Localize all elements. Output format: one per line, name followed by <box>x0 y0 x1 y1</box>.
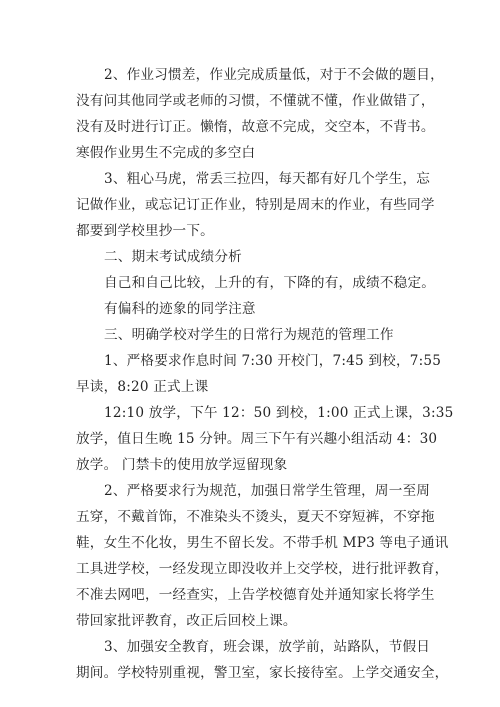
paragraph-carelessness-line-3: 都要到学校里抄一下。 <box>76 223 214 239</box>
paragraph-conduct-line-5: 不准去网吧，一经查实，上告学校德育处并通知家长将学生 <box>76 587 435 603</box>
paragraph-exam-analysis-line-1: 自己和自己比较，上升的有，下降的有，成绩不稳定。 <box>104 275 436 291</box>
paragraph-homework-habits-line-4: 寒假作业男生不完成的多空白 <box>76 145 256 161</box>
paragraph-conduct-line-1: 2、严格要求行为规范，加强日常学生管理，周一至周 <box>104 483 431 499</box>
paragraph-carelessness-line-2: 记做作业，或忘记订正作业，特别是周末的作业，有些同学 <box>76 197 435 213</box>
paragraph-exam-analysis-line-2: 有偏科的迹象的同学注意 <box>104 301 256 317</box>
paragraph-conduct-line-4: 工具进学校，一经发现立即没收并上交学校，进行批评教育， <box>76 561 449 577</box>
paragraph-schedule-line-4: 放学，值日生晚 15 分钟。周三下午有兴趣小组活动 4：30 <box>76 431 438 447</box>
paragraph-schedule-line-2: 早读，8:20 正式上课 <box>76 379 209 395</box>
paragraph-conduct-line-2: 五穿，不戴首饰，不准染头不烫头，夏天不穿短裤，不穿拖 <box>76 509 435 525</box>
paragraph-safety-line-2: 期间。学校特别重视，警卫室，家长接待室。上学交通安全， <box>76 665 449 681</box>
paragraph-schedule-line-5: 放学。 门禁卡的使用放学逗留现象 <box>76 457 288 473</box>
paragraph-homework-habits-line-2: 没有问其他同学或老师的习惯，不懂就不懂，作业做错了， <box>76 93 435 109</box>
paragraph-homework-habits-line-3: 没有及时进行订正。懒惰，故意不完成，交空本，不背书。 <box>76 119 435 135</box>
paragraph-homework-habits-line-1: 2、作业习惯差，作业完成质量低，对于不会做的题目， <box>104 67 444 83</box>
section-heading-exam-analysis: 二、期末考试成绩分析 <box>104 249 242 265</box>
paragraph-carelessness-line-1: 3、粗心马虎，常丢三拉四，每天都有好几个学生，忘 <box>104 171 431 187</box>
section-heading-behavior-management: 三、明确学校对学生的日常行为规范的管理工作 <box>104 327 394 343</box>
paragraph-safety-line-1: 3、加强安全教育，班会课，放学前，站路队，节假日 <box>104 639 431 655</box>
paragraph-conduct-line-3: 鞋，女生不化妆，男生不留长发。不带手机 MP3 等电子通讯 <box>76 535 449 551</box>
paragraph-schedule-line-3: 12:10 放学，下午 12：50 到校，1:00 正式上课，3:35 <box>104 405 454 421</box>
paragraph-conduct-line-6: 带回家批评教育，改正后回校上课。 <box>76 613 297 629</box>
paragraph-schedule-line-1: 1、严格要求作息时间 7:30 开校门，7:45 到校，7:55 <box>104 353 442 369</box>
